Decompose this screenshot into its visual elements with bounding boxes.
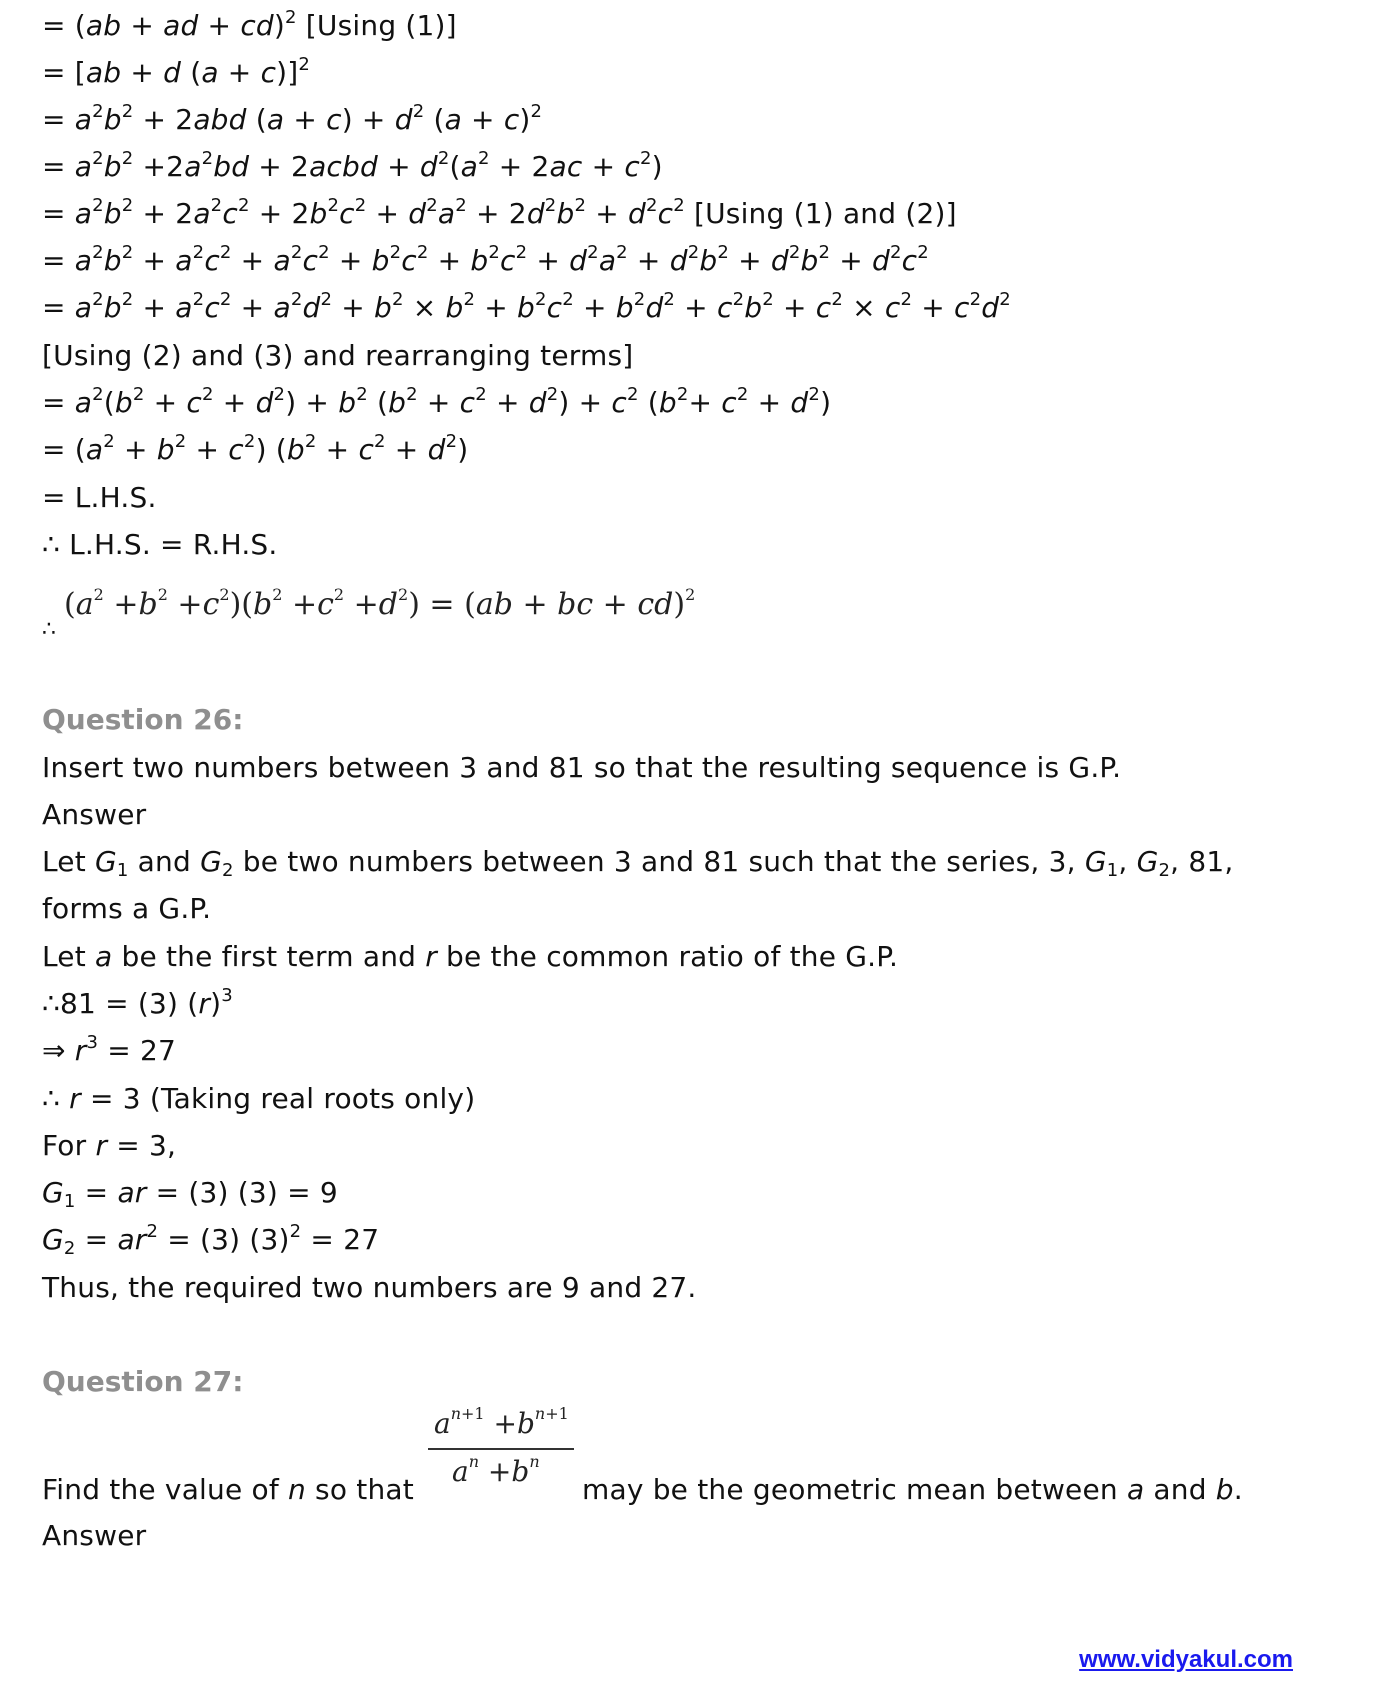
- vidyakul-link[interactable]: www.vidyakul.com: [1079, 1646, 1293, 1673]
- equation-line-5: = $a^2b^2 + 2a^2c^2 + 2b^2c^2 + d^2a^2 + 2d^2b^2 + d^2c^2$ [Using (1) and (2)]: [42, 195, 957, 230]
- answer-conclusion: Thus, the required two numbers are 9 and 27.: [42, 1271, 697, 1304]
- question-26-answer-label: Answer: [42, 798, 147, 831]
- question-27-text-cont: may be the geometric mean between a and b.: [582, 1473, 1243, 1506]
- question-27-text: Find the value of n so that: [42, 1473, 414, 1506]
- fraction-formula: [428, 1402, 574, 1492]
- answer-line-5: ⇒ $r^3 = 27$: [42, 1032, 177, 1067]
- answer-line-7: For r = 3,: [42, 1129, 177, 1162]
- answer-line-1: Let $G_1$ and $G_2$ be two numbers between 3 and 81 such that the series, 3, $G_1$, $G_2$, 81,: [42, 845, 1234, 881]
- equation-line-7: = $a^2b^2 + a^2c^2 + a^2d^2 + b^2 \times b^2 + b^2c^2 + b^2d^2 + c^2b^2 + c^2 \times c^2 + c^2d^2$: [42, 289, 1011, 324]
- equation-line-3: = $a^2b^2 + 2abd$ $(a + c) + d^2$ $(a + c)^2$: [42, 101, 543, 136]
- fraction-numerator: $a^{n+1} +b^{n+1}$: [434, 1404, 569, 1440]
- equation-line-4: = $a^2b^2 +2a^2bd$ + 2acbd + $d^2(a^2 + 2ac + c^2)$: [42, 148, 663, 183]
- identity-formula: $(a^2 +b^2 +c^2)(b^2 +c^2 +d^2) = (ab$ + bc + cd)$^2$: [64, 585, 696, 622]
- answer-line-4: ∴81 = (3) $(r)^3$: [42, 985, 233, 1020]
- answer-line-6: ∴ r = 3 (Taking real roots only): [42, 1082, 476, 1115]
- answer-line-8: $G_1$ = ar = (3) (3) = 9: [42, 1176, 338, 1212]
- answer-line-2: forms a G.P.: [42, 892, 212, 925]
- equation-line-10: = L.H.S.: [42, 481, 157, 514]
- equation-line-8: = $a^2(b^2 + c^2 + d^2) + b^2$ $(b^2 + c^2 + d^2) + c^2$ $(b^2+ c^2 + d^2)$: [42, 384, 832, 419]
- conclusion-lhs-rhs: ∴ L.H.S. = R.H.S.: [42, 528, 278, 561]
- question-26-heading: Question 26:: [42, 703, 244, 736]
- equation-line-1: = (ab + ad + cd)$^2$ [Using (1)]: [42, 7, 457, 42]
- answer-line-9: $G_2 = ar^2 = (3) (3)^2 = 27$: [42, 1221, 380, 1259]
- rearranging-note: [Using (2) and (3) and rearranging terms]: [42, 339, 634, 372]
- equation-line-9: = $(a^2 + b^2 + c^2) (b^2 + c^2 + d^2)$: [42, 431, 469, 466]
- therefore-symbol: ∴: [42, 617, 57, 642]
- question-27-heading: Question 27:: [42, 1365, 244, 1398]
- question-27-answer-label: Answer: [42, 1519, 147, 1552]
- question-26-text: Insert two numbers between 3 and 81 so that the resulting sequence is G.P.: [42, 751, 1122, 784]
- fraction-denominator: $a^n +b^n$: [452, 1452, 540, 1488]
- equation-line-2: = [ab + d (a + c)]$^2$: [42, 54, 311, 89]
- answer-line-3: Let a be the first term and r be the common ratio of the G.P.: [42, 940, 899, 973]
- fraction-bar: [428, 1448, 574, 1450]
- equation-line-6: = $a^2b^2 + a^2c^2 + a^2c^2 + b^2c^2 + b^2c^2 + d^2a^2 + d^2b^2 + d^2b^2 + d^2c^2$: [42, 242, 929, 277]
